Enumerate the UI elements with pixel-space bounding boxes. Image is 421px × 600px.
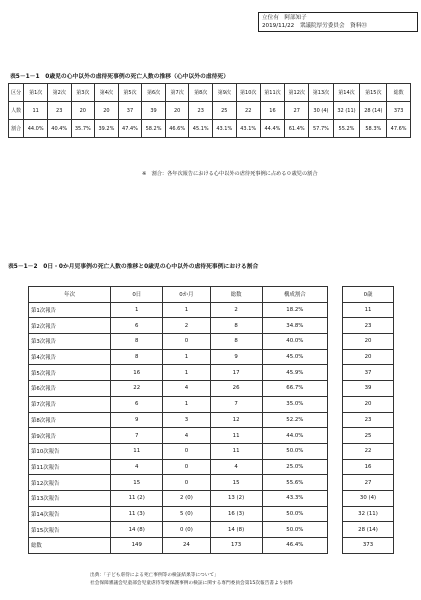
table1-header-cell: 第14次 <box>333 84 360 102</box>
table1-cell: 55.2% <box>333 120 360 138</box>
table1-cell: 40.4% <box>47 120 71 138</box>
table2-cell: 第15次報告 <box>29 522 111 538</box>
table-row <box>343 412 394 428</box>
table1-cell: 57.7% <box>309 120 333 138</box>
table2-cell: 第13次報告 <box>29 490 111 506</box>
table2-cell: 第3次報告 <box>29 334 111 350</box>
table1-cell: 47.4% <box>118 120 142 138</box>
table1-cell: 37 <box>118 102 142 120</box>
table1-cell: 61.4% <box>285 120 309 138</box>
table2-cell: 16 (3) <box>210 506 262 522</box>
table1-header-cell: 総数 <box>387 84 411 102</box>
table1-header-row <box>9 84 411 102</box>
table-row <box>29 396 328 412</box>
table1-count-row <box>9 102 411 120</box>
table1-cell: 20 <box>165 102 189 120</box>
table2-cell: 11 <box>111 443 163 459</box>
table2-header-cell: 構成割合 <box>262 287 327 303</box>
table2-cell: 8 <box>111 334 163 350</box>
table-row <box>29 443 328 459</box>
table2-cell: 40.0% <box>262 334 327 350</box>
table2-cell: 50.0% <box>262 522 327 538</box>
table2-cell: 15 <box>111 475 163 491</box>
table1-title: 表5－1－1 0歳児の心中以外の虐待死事例の死亡人数の推移（心中以外の虐待死） <box>10 74 230 80</box>
table3-cell: 23 <box>343 412 394 428</box>
table-row <box>343 381 394 397</box>
table1-header-cell: 第13次 <box>309 84 333 102</box>
table1-cell: 30 (4) <box>309 102 333 120</box>
table2-cell: 2 (0) <box>163 490 210 506</box>
table1-cell: 39 <box>142 102 166 120</box>
table3-header-cell: 0歳 <box>343 287 394 303</box>
table-row <box>343 334 394 350</box>
table1-header-cell: 第10次 <box>236 84 260 102</box>
table2-cell: 45.9% <box>262 365 327 381</box>
table3-cell: 39 <box>343 381 394 397</box>
table2-cell: 34.8% <box>262 318 327 334</box>
table2-cell: 4 <box>163 428 210 444</box>
table2-cell: 第8次報告 <box>29 412 111 428</box>
table2-title: 表5－1－2 0日・0か月児事例の死亡人数の推移と0歳児の心中以外の虐待死事例における割合 <box>8 264 259 270</box>
table2-cell: 2 <box>163 318 210 334</box>
table2-cell: 9 <box>111 412 163 428</box>
table2-cell: 0 (0) <box>163 522 210 538</box>
table-row <box>343 365 394 381</box>
table-row <box>29 412 328 428</box>
table3-header-row <box>343 287 394 303</box>
footer-line-2: 社会保障審議会児童部会児童虐待等要保護事例の検証に関する専門委員会第15次報告書より抜粋 <box>90 580 293 586</box>
table-row <box>29 506 328 522</box>
table1-cell: 46.6% <box>165 120 189 138</box>
table1-cell: 58.2% <box>142 120 166 138</box>
table2-cell: 5 (0) <box>163 506 210 522</box>
table1-cell: 人数 <box>9 102 24 120</box>
table1-header-cell: 区分 <box>9 84 24 102</box>
table2-cell: 52.2% <box>262 412 327 428</box>
table1-cell: 44.0% <box>24 120 48 138</box>
table3-cell: 20 <box>343 349 394 365</box>
table1-ratio-row <box>9 120 411 138</box>
table1-cell: 23 <box>189 102 213 120</box>
table2-cell: 0 <box>163 334 210 350</box>
table1-note: ※ 割合：各年次報告における心中以外の虐待死事例に占める０歳児の割合 <box>142 171 318 177</box>
table1-cell: 58.3% <box>360 120 387 138</box>
table-row <box>29 459 328 475</box>
table2-cell: 第4次報告 <box>29 349 111 365</box>
table2-header-row <box>29 287 328 303</box>
table1-header-cell: 第15次 <box>360 84 387 102</box>
table2-cell: 25.0% <box>262 459 327 475</box>
table2-cell: 4 <box>163 381 210 397</box>
table3 <box>342 286 394 554</box>
table2-cell: 15 <box>210 475 262 491</box>
table-row <box>343 475 394 491</box>
table2-cell: 第6次報告 <box>29 381 111 397</box>
table2-cell: 16 <box>111 365 163 381</box>
table-row <box>343 459 394 475</box>
table1-header-cell: 第6次 <box>142 84 166 102</box>
table2-cell: 7 <box>111 428 163 444</box>
table2 <box>28 286 328 554</box>
table2-cell: 1 <box>163 302 210 318</box>
table3-cell: 23 <box>343 318 394 334</box>
table2-cell: 14 (8) <box>111 522 163 538</box>
table1-header-cell: 第1次 <box>24 84 48 102</box>
table2-cell: 第11次報告 <box>29 459 111 475</box>
table1-header-cell: 第7次 <box>165 84 189 102</box>
table2-cell: 55.6% <box>262 475 327 491</box>
table-row <box>343 506 394 522</box>
table-row <box>343 302 394 318</box>
table1-cell: 43.1% <box>213 120 237 138</box>
table1-cell: 20 <box>95 102 119 120</box>
table1-header-cell: 第9次 <box>213 84 237 102</box>
header-line-1: 立位有 阿部知子 <box>262 15 307 21</box>
table3-cell: 27 <box>343 475 394 491</box>
table1-cell: 39.2% <box>95 120 119 138</box>
table2-cell: 第1次報告 <box>29 302 111 318</box>
table2-cell: 173 <box>210 538 262 554</box>
table2-cell: 1 <box>163 396 210 412</box>
table1-cell: 22 <box>236 102 260 120</box>
table-row <box>343 490 394 506</box>
table2-cell: 1 <box>111 302 163 318</box>
table3-cell: 28 (14) <box>343 522 394 538</box>
table2-cell: 2 <box>210 302 262 318</box>
table2-cell: 13 (2) <box>210 490 262 506</box>
table1-header-cell: 第5次 <box>118 84 142 102</box>
table2-cell: 14 (8) <box>210 522 262 538</box>
table3-cell: 22 <box>343 443 394 459</box>
table-row <box>29 365 328 381</box>
table2-cell: 0 <box>163 443 210 459</box>
table1 <box>8 83 411 138</box>
table-row <box>29 318 328 334</box>
table2-cell: 6 <box>111 318 163 334</box>
table-row <box>29 490 328 506</box>
table2-header-cell: 年次 <box>29 287 111 303</box>
table-row <box>29 302 328 318</box>
table2-cell: 18.2% <box>262 302 327 318</box>
table1-header-cell: 第11次 <box>260 84 284 102</box>
table-row <box>343 318 394 334</box>
table1-cell: 28 (14) <box>360 102 387 120</box>
table2-cell: 43.3% <box>262 490 327 506</box>
table-row <box>343 538 394 554</box>
table3-cell: 25 <box>343 428 394 444</box>
table2-cell: 第10次報告 <box>29 443 111 459</box>
table2-cell: 9 <box>210 349 262 365</box>
table1-cell: 16 <box>260 102 284 120</box>
table-row <box>343 428 394 444</box>
table2-cell: 第12次報告 <box>29 475 111 491</box>
table2-cell: 26 <box>210 381 262 397</box>
table3-cell: 11 <box>343 302 394 318</box>
table-row <box>29 381 328 397</box>
table1-header-cell: 第8次 <box>189 84 213 102</box>
table1-cell: 23 <box>47 102 71 120</box>
table2-header-cell: 0か月 <box>163 287 210 303</box>
table-row <box>343 522 394 538</box>
table1-cell: 32 (11) <box>333 102 360 120</box>
table3-cell: 20 <box>343 396 394 412</box>
table-row <box>29 349 328 365</box>
table2-cell: 第9次報告 <box>29 428 111 444</box>
table1-cell: 373 <box>387 102 411 120</box>
table2-cell: 35.0% <box>262 396 327 412</box>
table-row <box>29 522 328 538</box>
header-line-2: 2019/11/22 衆議院厚労委員会 資料㉛ <box>262 23 367 29</box>
table1-header-cell: 第2次 <box>47 84 71 102</box>
table2-cell: 1 <box>163 349 210 365</box>
table2-cell: 4 <box>111 459 163 475</box>
table2-cell: 1 <box>163 365 210 381</box>
table-row <box>343 443 394 459</box>
table2-cell: 8 <box>210 318 262 334</box>
table2-cell: 22 <box>111 381 163 397</box>
table-row <box>29 475 328 491</box>
table2-cell: 8 <box>210 334 262 350</box>
table1-header-cell: 第3次 <box>71 84 95 102</box>
table2-cell: 第7次報告 <box>29 396 111 412</box>
table2-cell: 0 <box>163 459 210 475</box>
table2-cell: 50.0% <box>262 506 327 522</box>
footer-source <box>90 572 293 587</box>
table3-cell: 16 <box>343 459 394 475</box>
table2-cell: 50.0% <box>262 443 327 459</box>
table2-cell: 第14次報告 <box>29 506 111 522</box>
table1-cell: 44.4% <box>260 120 284 138</box>
table2-cell: 46.4% <box>262 538 327 554</box>
table2-cell: 66.7% <box>262 381 327 397</box>
table2-header-cell: 総数 <box>210 287 262 303</box>
table-row <box>29 538 328 554</box>
table1-header-cell: 第12次 <box>285 84 309 102</box>
table1-cell: 25 <box>213 102 237 120</box>
table1-cell: 45.1% <box>189 120 213 138</box>
table3-cell: 373 <box>343 538 394 554</box>
table3-cell: 30 (4) <box>343 490 394 506</box>
table2-cell: 第5次報告 <box>29 365 111 381</box>
table1-cell: 43.1% <box>236 120 260 138</box>
table-row <box>343 349 394 365</box>
table2-cell: 24 <box>163 538 210 554</box>
document-header <box>258 12 418 32</box>
table2-cell: 11 (2) <box>111 490 163 506</box>
table2-cell: 149 <box>111 538 163 554</box>
table1-cell: 47.6% <box>387 120 411 138</box>
table3-cell: 32 (11) <box>343 506 394 522</box>
table2-cell: 12 <box>210 412 262 428</box>
table2-cell: 44.0% <box>262 428 327 444</box>
table1-cell: 20 <box>71 102 95 120</box>
table1-header-cell: 第4次 <box>95 84 119 102</box>
table2-cell: 8 <box>111 349 163 365</box>
table2-cell: 3 <box>163 412 210 428</box>
table-row <box>29 334 328 350</box>
table-row <box>343 396 394 412</box>
table-row <box>29 428 328 444</box>
footer-line-1: 出典：「子ども虐待による死亡事例等の検証結果等について」 <box>90 573 219 578</box>
table2-cell: 6 <box>111 396 163 412</box>
table2-cell: 11 <box>210 428 262 444</box>
table1-cell: 27 <box>285 102 309 120</box>
table2-cell: 第2次報告 <box>29 318 111 334</box>
table1-cell: 11 <box>24 102 48 120</box>
table2-cell: 11 (3) <box>111 506 163 522</box>
table1-cell: 割合 <box>9 120 24 138</box>
table2-cell: 45.0% <box>262 349 327 365</box>
table2-cell: 11 <box>210 443 262 459</box>
table2-cell: 0 <box>163 475 210 491</box>
table2-cell: 17 <box>210 365 262 381</box>
table2-cell: 7 <box>210 396 262 412</box>
table2-cell: 4 <box>210 459 262 475</box>
table3-cell: 37 <box>343 365 394 381</box>
table2-cell: 総数 <box>29 538 111 554</box>
table1-cell: 35.7% <box>71 120 95 138</box>
table3-cell: 20 <box>343 334 394 350</box>
table2-header-cell: 0日 <box>111 287 163 303</box>
